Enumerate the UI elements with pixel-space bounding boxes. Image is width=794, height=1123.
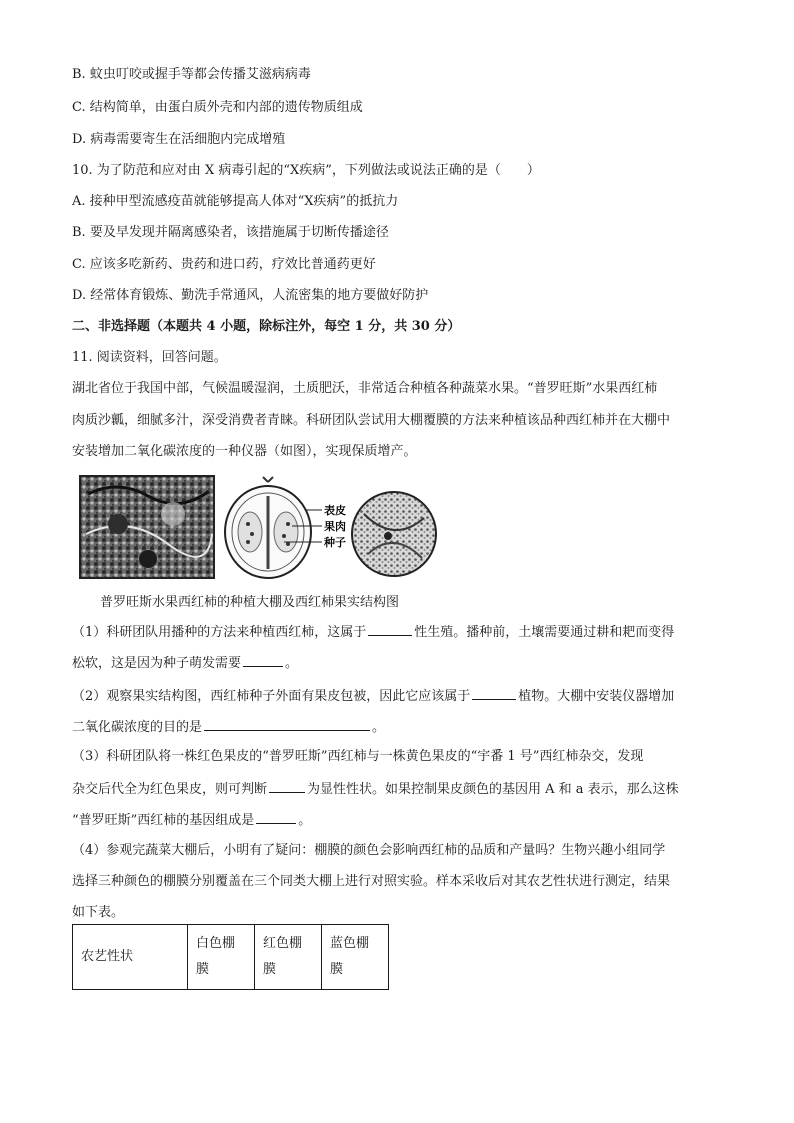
q11-part3-text: 。: [298, 813, 312, 828]
q11-passage-line: 安装增加二氧化碳浓度的一种仪器（如图），实现保质增产。: [72, 444, 417, 459]
header-line: 红色棚: [263, 936, 303, 951]
q11-part2-line2: [72, 717, 385, 737]
table-row: [73, 925, 389, 990]
q11-passage-line: 湖北省位于我国中部，气候温暖湿润，土质肥沃，非常适合种植各种蔬菜水果。“普罗旺斯”水果西红柿: [72, 381, 658, 396]
answer-blank[interactable]: [243, 653, 283, 667]
header-line: 膜: [196, 962, 210, 977]
peel-label: 表皮: [324, 504, 346, 517]
q11-part1-line1: [72, 622, 674, 642]
table-header-cell: 农艺性状: [73, 925, 188, 990]
seed-label: 种子: [324, 536, 346, 549]
q11-part3-line2: [72, 779, 679, 799]
flesh-label: 果肉: [324, 520, 346, 533]
header-line: 膜: [330, 962, 344, 977]
greenhouse-and-fruit-figure: [78, 474, 438, 584]
q11-stem: 11. 阅读资料，回答问题。: [72, 350, 227, 365]
q9-option-c: C. 结构简单，由蛋白质外壳和内部的遗传物质组成: [72, 100, 363, 115]
q10-option-a: A. 接种甲型流感疫苗就能够提高人体对“X疾病”的抵抗力: [72, 194, 399, 209]
header-line: 膜: [263, 962, 277, 977]
answer-blank[interactable]: [204, 717, 370, 731]
answer-blank[interactable]: [256, 810, 296, 824]
table-header-cell: [322, 925, 389, 990]
q11-part1-text: （1）科研团队用播种的方法来种植西红柿，这属于: [72, 625, 367, 640]
q10-option-d: D. 经常体育锻炼、勤洗手常通风，人流密集的地方要做好防护: [72, 288, 429, 303]
figure-caption: 普罗旺斯水果西红柿的种植大棚及西红柿果实结构图: [100, 595, 400, 610]
q11-part3-text: 为显性性状。如果控制果皮颜色的基因用 A 和 a 表示，那么这株: [307, 782, 679, 797]
traits-table: [72, 924, 389, 990]
q11-part2-text: （2）观察果实结构图，西红柿种子外面有果皮包被，因此它应该属于: [72, 689, 471, 704]
q11-part2-text: 植物。大棚中安装仪器增加: [518, 689, 675, 704]
q9-option-d: D. 病毒需要寄生在活细胞内完成增殖: [72, 132, 286, 147]
q10-stem: 10. 为了防范和应对由 X 病毒引起的“X疾病”，下列做法或说法正确的是（ ）: [72, 163, 540, 178]
header-line: 蓝色棚: [330, 936, 370, 951]
q11-part4-line3: 如下表。: [72, 905, 125, 920]
q11-part4-line1: （4）参观完蔬菜大棚后，小明有了疑问：棚膜的颜色会影响西红柿的品质和产量吗？生物兴趣小组同学: [72, 843, 666, 858]
table-header-cell: [255, 925, 322, 990]
q9-option-b: B. 蚊虫叮咬或握手等都会传播艾滋病病毒: [72, 67, 311, 82]
q11-part1-text: 松软，这是因为种子萌发需要: [72, 656, 242, 671]
table-header-cell: [188, 925, 255, 990]
q11-part1-line2: [72, 653, 298, 673]
section-heading: 二、非选择题（本题共 4 小题，除标注外，每空 1 分，共 30 分）: [72, 319, 461, 334]
q11-part4-line2: 选择三种颜色的棚膜分别覆盖在三个同类大棚上进行对照实验。样本采收后对其农艺性状进行测定，结果: [72, 874, 671, 889]
q11-part3-text: 杂交后代全为红色果皮，则可判断: [72, 782, 268, 797]
tomato-cross-section: [225, 477, 311, 578]
q11-part1-text: 性生殖。播种前，土壤需要通过耕和耙而变得: [414, 625, 675, 640]
q10-option-b: B. 要及早发现并隔离感染者，该措施属于切断传播途径: [72, 225, 389, 240]
q11-part1-text: 。: [285, 656, 299, 671]
answer-blank[interactable]: [472, 686, 516, 700]
answer-blank[interactable]: [269, 779, 305, 793]
header-line: 白色棚: [196, 936, 236, 951]
q11-part2-line1: [72, 686, 674, 706]
q11-part3-text: “普罗旺斯”西红柿的基因组成是: [72, 813, 255, 828]
answer-blank[interactable]: [368, 622, 412, 636]
q11-part3-line3: [72, 810, 311, 830]
greenhouse-photo: [80, 476, 214, 578]
q10-option-c: C. 应该多吃新药、贵药和进口药，疗效比普通药更好: [72, 257, 376, 272]
q11-passage-line: 肉质沙瓤，细腻多汁，深受消费者青睐。科研团队尝试用大棚覆膜的方法来种植该品种西红柿并在大棚中: [72, 413, 671, 428]
q11-part2-text: 。: [372, 720, 386, 735]
q11-part3-line1: （3）科研团队将一株红色果皮的“普罗旺斯”西红柿与一株黄色果皮的“宇番 1 号”西红柿杂交，发现: [72, 749, 644, 764]
magnified-tissue: [352, 492, 436, 576]
q11-part2-text: 二氧化碳浓度的目的是: [72, 720, 203, 735]
